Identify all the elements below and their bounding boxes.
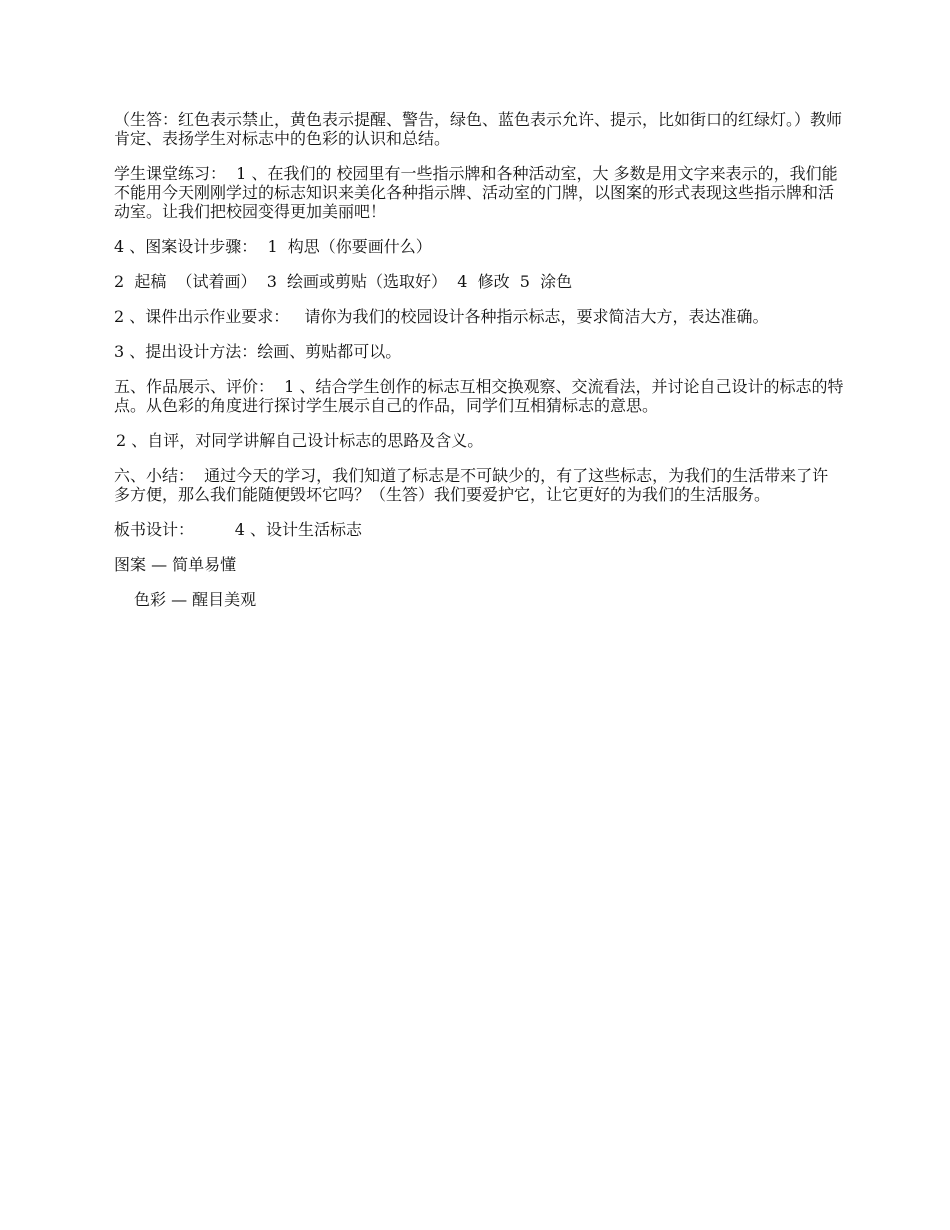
paragraph-classroom-exercise: 学生课堂练习： 1 、在我们的 校园里有一些指示牌和各种活动室，大 多数是用文字来表示的，我们能不能用今天刚刚学过的标志知识来美化各种指示牌、活动室的门牌，以图案的形式表现这些指示牌和活动室。让我们把校园变得更加美丽吧！ bbox=[114, 164, 838, 221]
paragraph-design-steps: 4 、图案设计步骤： 1 构思（你要画什么） bbox=[114, 237, 432, 256]
paragraph-design-steps-continued: 2 起稿 （试着画） 3 绘画或剪贴（选取好） 4 修改 5 涂色 bbox=[114, 272, 573, 291]
paragraph-color-line: 色彩 — 醒目美观 bbox=[134, 590, 257, 609]
paragraph-work-display: 五、作品展示、评价： 1 、结合学生创作的标志互相交换观察、交流看法，并讨论自己设计的标志的特点。从色彩的角度进行探讨学生展示自己的作品，同学们互相猜标志的意思。 bbox=[114, 377, 844, 415]
paragraph-student-answer-colors: （生答：红色表示禁止，黄色表示提醒、警告，绿色、蓝色表示允许、提示，比如街口的红绿灯。）教师肯定、表扬学生对标志中的色彩的认识和总结。 bbox=[114, 110, 843, 148]
paragraph-self-evaluation: 2 、自评，对同学讲解自己设计标志的思路及含义。 bbox=[116, 431, 484, 450]
document-page bbox=[114, 110, 844, 625]
paragraph-homework-requirements: 2 、课件出示作业要求： 请你为我们的校园设计各种指示标志，要求简洁大方，表达准确。 bbox=[114, 307, 769, 326]
paragraph-summary: 六、小结： 通过今天的学习，我们知道了标志是不可缺少的，有了这些标志，为我们的生活带来了许多方便，那么我们能随便毁坏它吗？（生答）我们要爱护它，让它更好的为我们的生活服务。 bbox=[114, 466, 829, 504]
paragraph-pattern-line: 图案 — 简单易懂 bbox=[114, 555, 237, 574]
paragraph-design-methods: 3 、提出设计方法：绘画、剪贴都可以。 bbox=[114, 342, 402, 361]
paragraph-blackboard-design: 板书设计： 4 、设计生活标志 bbox=[114, 520, 362, 539]
